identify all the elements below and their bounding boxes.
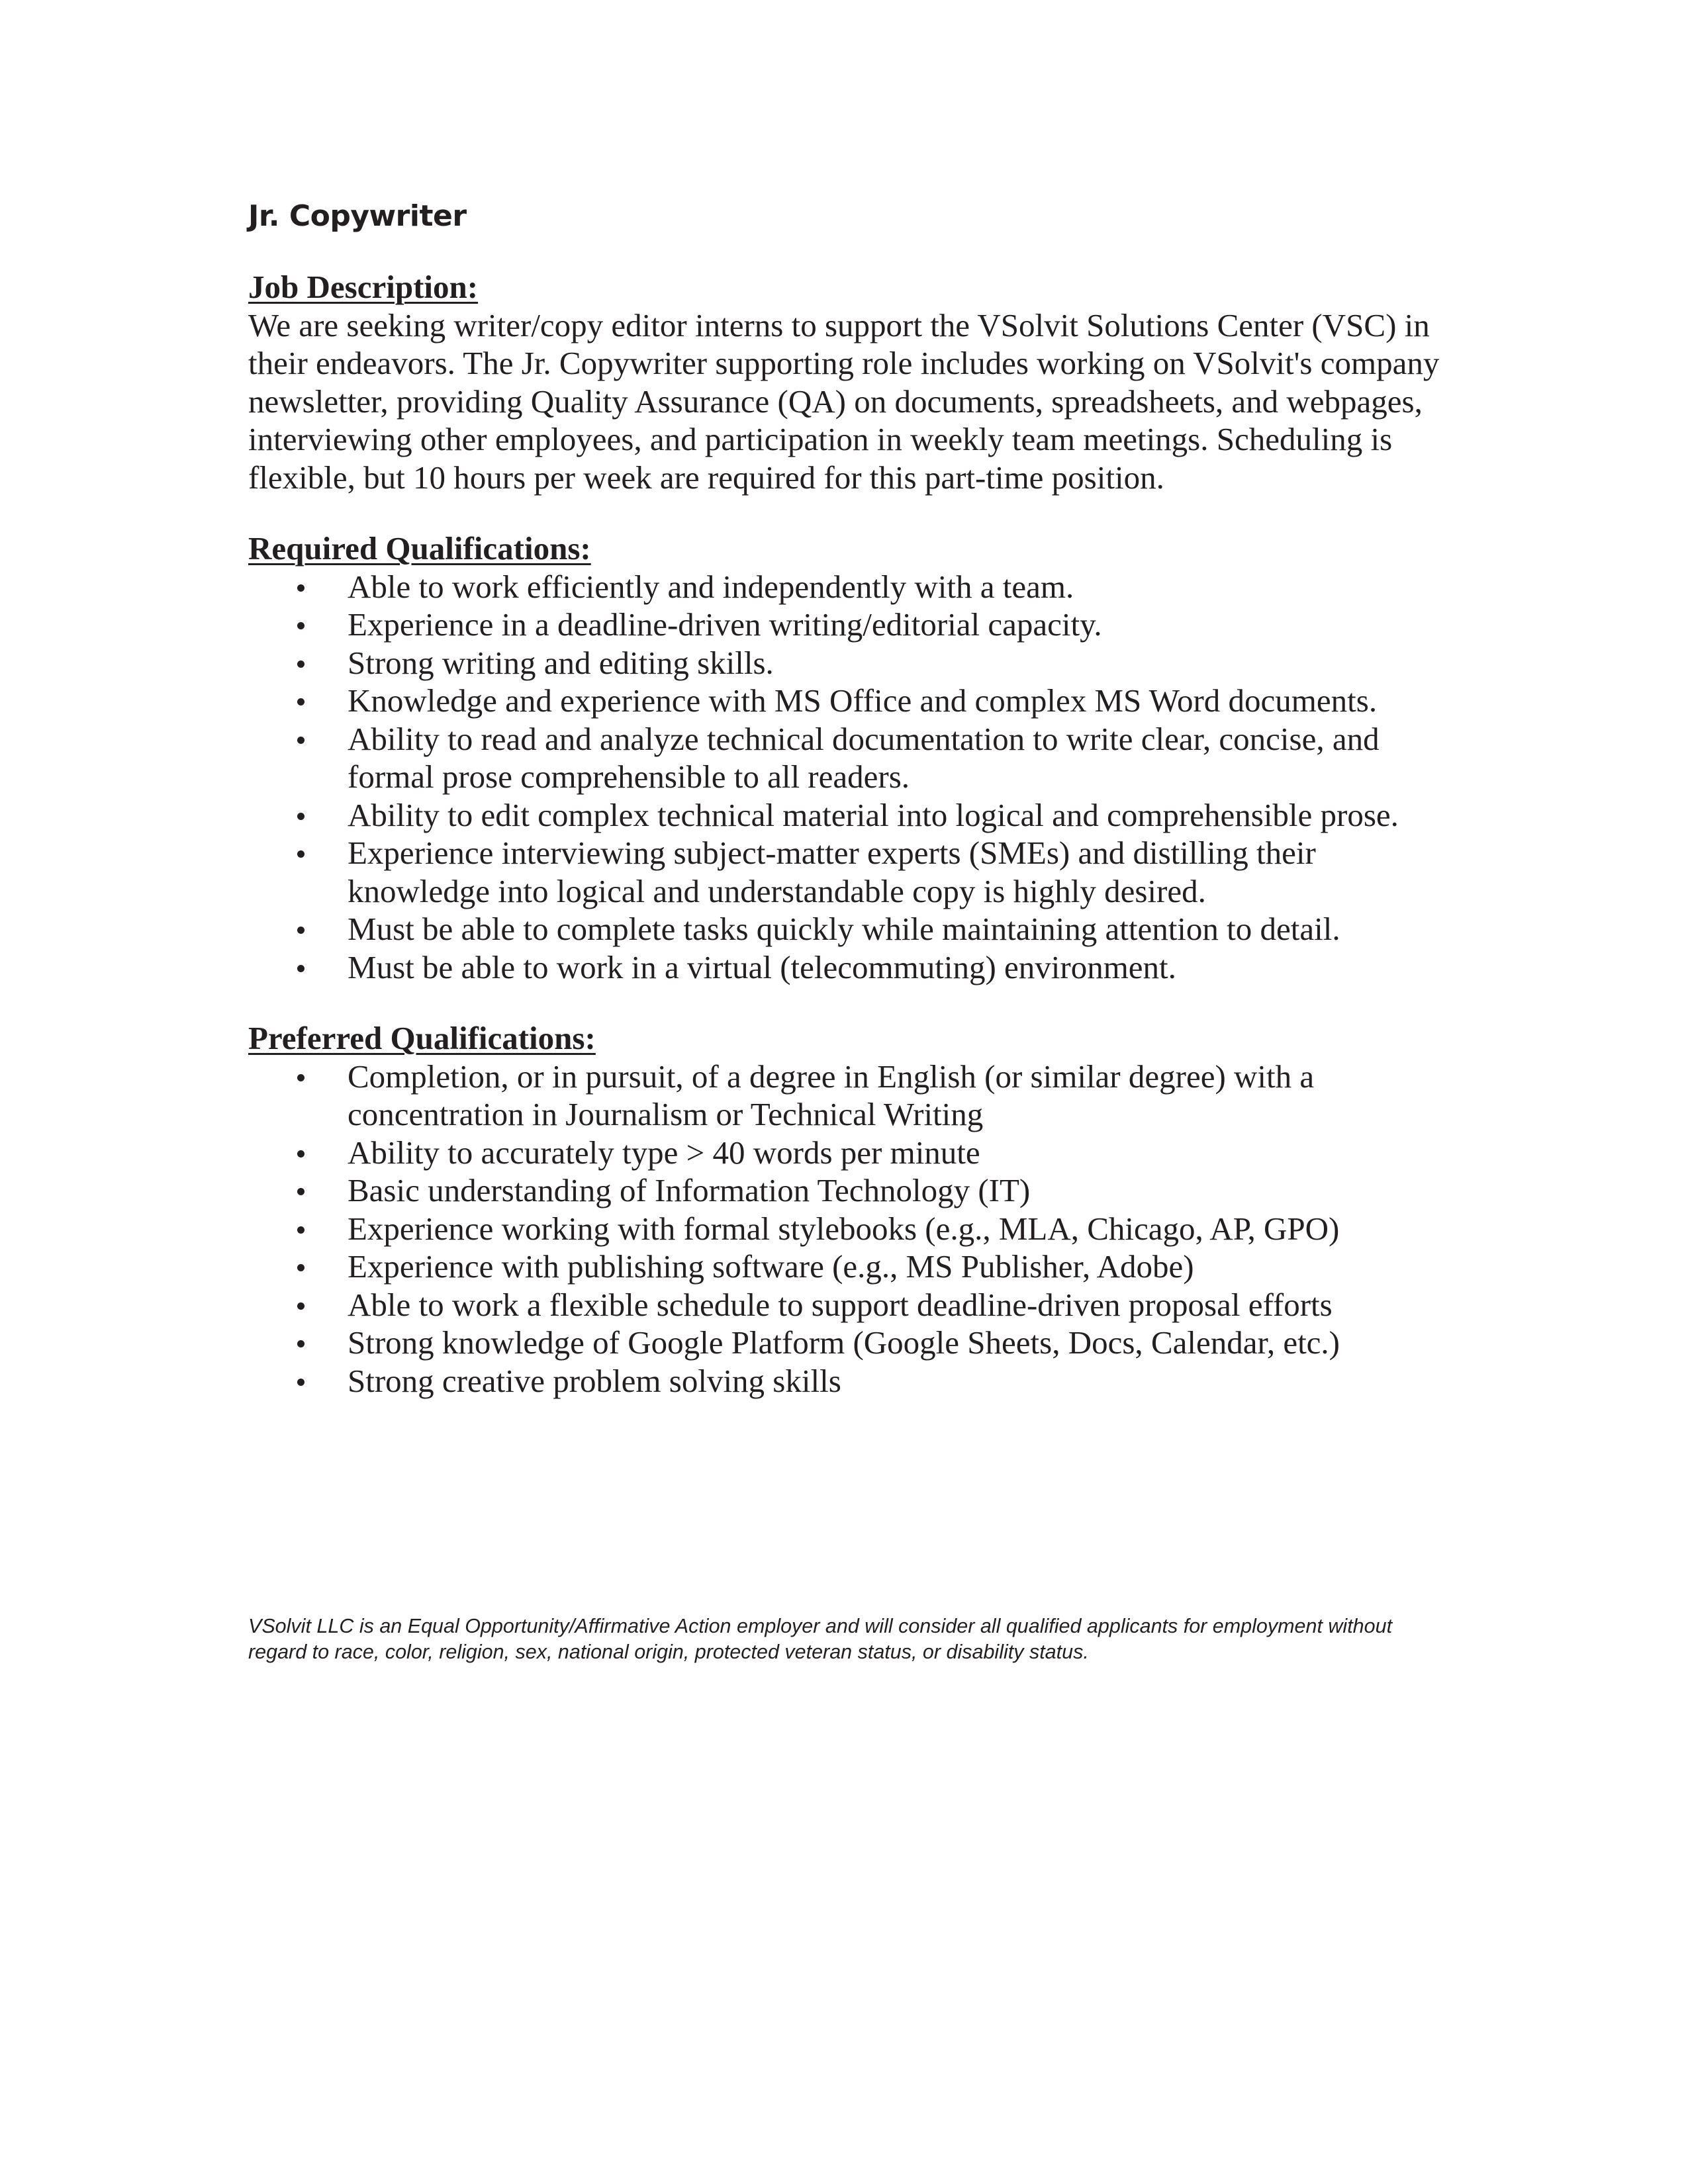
bullet-icon	[297, 927, 305, 934]
job-description-section	[248, 268, 1440, 496]
bullet-icon	[297, 660, 305, 668]
job-title: Jr. Copywriter	[248, 199, 467, 233]
bullet-icon	[297, 1302, 305, 1310]
required-qualifications-section	[248, 529, 1440, 986]
required-qualifications-heading: Required Qualifications:	[248, 530, 591, 567]
list-item	[248, 1324, 1440, 1362]
list-item	[248, 1248, 1440, 1286]
list-item	[248, 1058, 1440, 1134]
preferred-qualifications-section	[248, 1019, 1440, 1400]
bullet-icon	[297, 1074, 305, 1081]
bullet-icon	[297, 1340, 305, 1347]
document-body	[248, 268, 1440, 1400]
bullet-icon	[297, 1226, 305, 1234]
bullet-icon	[297, 1150, 305, 1158]
job-description-heading: Job Description:	[248, 269, 479, 305]
list-item-text: Strong creative problem solving skills	[348, 1362, 841, 1399]
list-item	[248, 948, 1440, 987]
list-item	[248, 1362, 1440, 1400]
list-item-text: Strong knowledge of Google Platform (Google Sheets, Docs, Calendar, etc.)	[348, 1324, 1340, 1361]
required-qualifications-list	[248, 568, 1440, 987]
list-item	[248, 834, 1440, 910]
list-item-text: Able to work efficiently and independently with a team.	[348, 568, 1074, 605]
list-item	[248, 606, 1440, 644]
bullet-icon	[297, 622, 305, 629]
list-item-text: Experience in a deadline-driven writing/editorial capacity.	[348, 606, 1102, 643]
bullet-icon	[297, 1188, 305, 1195]
list-item	[248, 644, 1440, 682]
bullet-icon	[297, 737, 305, 744]
list-item	[248, 568, 1440, 606]
bullet-icon	[297, 813, 305, 820]
equal-opportunity-statement: VSolvit LLC is an Equal Opportunity/Affirmative Action employer and will consider all qualified applicants for employment without regard to race, color, religion, sex, national origin, protected veteran status, or disability status.	[248, 1615, 1393, 1663]
list-item-text: Basic understanding of Information Technology (IT)	[348, 1172, 1031, 1208]
list-item	[248, 1171, 1440, 1210]
list-item	[248, 1286, 1440, 1324]
list-item-text: Experience working with formal stylebooks (e.g., MLA, Chicago, AP, GPO)	[348, 1210, 1340, 1247]
bullet-icon	[297, 1264, 305, 1271]
list-item	[248, 1134, 1440, 1172]
list-item	[248, 910, 1440, 948]
list-item-text: Ability to accurately type > 40 words per minute	[348, 1134, 980, 1171]
list-item-text: Knowledge and experience with MS Office and complex MS Word documents.	[348, 682, 1378, 719]
bullet-icon	[297, 850, 305, 858]
section-spacer	[248, 496, 1440, 529]
list-item	[248, 682, 1440, 720]
list-item-text: Completion, or in pursuit, of a degree in English (or similar degree) with a concentration in Journalism or Technical Writing	[348, 1058, 1315, 1132]
list-item-text: Must be able to work in a virtual (telecommuting) environment.	[348, 948, 1176, 985]
preferred-qualifications-heading: Preferred Qualifications:	[248, 1020, 596, 1056]
bullet-icon	[297, 1379, 305, 1386]
list-item-text: Able to work a flexible schedule to support deadline-driven proposal efforts	[348, 1286, 1333, 1323]
list-item	[248, 796, 1440, 835]
bullet-icon	[297, 965, 305, 972]
bullet-icon	[297, 698, 305, 705]
job-description-text: We are seeking writer/copy editor interns to support the VSolvit Solutions Center (VSC) in their endeavors. The Jr. Copywriter supporting role includes working on VSolvit's company newsletter, providing Quality Assurance (QA) on documents, spreadsheets, and webpages, interviewing other employees, and participation in weekly team meetings. Scheduling is flexible, but 10 hours per week are required for this part-time position.	[248, 306, 1440, 496]
list-item-text: Must be able to complete tasks quickly while maintaining attention to detail.	[348, 911, 1340, 947]
list-item	[248, 720, 1440, 796]
list-item-text: Strong writing and editing skills.	[348, 644, 774, 681]
section-spacer	[248, 986, 1440, 1019]
list-item-text: Experience with publishing software (e.g., MS Publisher, Adobe)	[348, 1248, 1194, 1285]
list-item-text: Experience interviewing subject-matter experts (SMEs) and distilling their knowledge into logical and understandable copy is highly desired.	[348, 835, 1316, 909]
preferred-qualifications-list	[248, 1058, 1440, 1400]
bullet-icon	[297, 584, 305, 592]
list-item-text: Ability to edit complex technical material into logical and comprehensible prose.	[348, 796, 1399, 833]
list-item	[248, 1210, 1440, 1248]
list-item-text: Ability to read and analyze technical documentation to write clear, concise, and formal prose comprehensible to all readers.	[348, 720, 1380, 795]
